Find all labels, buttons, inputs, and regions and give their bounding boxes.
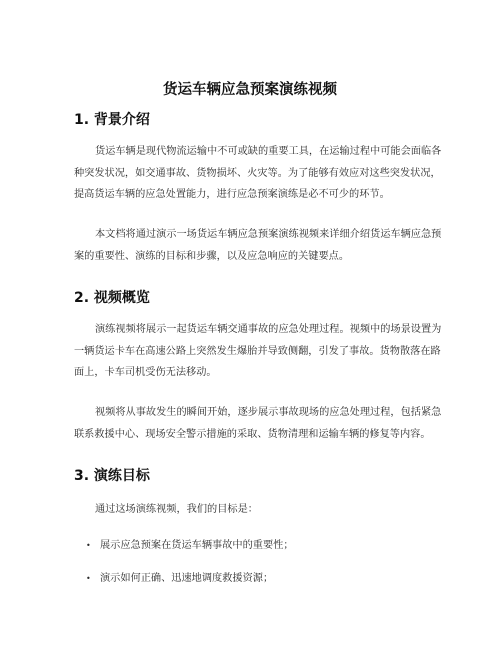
section-heading-objectives: 3. 演练目标 [74, 468, 150, 484]
text-line: 种突发状况，如交通事故、货物损坏、火灾等。为了能够有效应对这些突发状况， [74, 167, 441, 179]
section-heading-overview: 2. 视频概览 [74, 290, 150, 306]
text-line: 一辆货运卡车在高速公路上突然发生爆胎并导致侧翻，引发了事故。货物散落在路 [74, 345, 441, 357]
text-line: 货运车辆是现代物流运输中不可或缺的重要工具，在运输过程中可能会面临各 [95, 146, 442, 157]
bullet-item [86, 571, 273, 587]
paragraph-background-1 [74, 141, 442, 206]
paragraph-overview-main [74, 319, 442, 384]
text-line: 案的重要性、演练的目标和步骤，以及应急响应的关键要点。 [74, 250, 350, 262]
paragraph-objectives-intro [74, 499, 434, 521]
bullet-dot-icon: • [86, 541, 91, 550]
bullet-item [86, 538, 294, 554]
text-line: 联系救援中心、现场安全警示措施的采取、货物清理和运输车辆的修复等内容。 [74, 428, 431, 440]
paragraph-background-2 [74, 224, 442, 267]
text-line: 提高货运车辆的应急处置能力，进行应急预案演练是必不可少的环节。 [74, 189, 390, 200]
text-line: 演练视频将展示一起货运车辆交通事故的应急处理过程。视频中的场景设置为 [95, 324, 442, 335]
text-line: 本文档将通过演示一场货运车辆应急预案演练视频来详细介绍货运车辆应急预 [95, 229, 442, 240]
text-line: 通过这场演练视频，我们的目标是： [95, 504, 258, 515]
bullet-dot-icon: • [86, 574, 91, 583]
paragraph-overview-2 [74, 402, 442, 445]
bullet-text: 展示应急预案在货运车辆事故中的重要性； [100, 540, 294, 551]
document-title: 货运车辆应急预案演练视频 [163, 82, 337, 98]
bullet-text: 演示如何正确、迅速地调度救援资源； [100, 573, 274, 584]
section-heading-background: 1. 背景介绍 [74, 112, 150, 128]
text-line: 面上，卡车司机受伤无法移动。 [74, 367, 217, 378]
text-line: 视频将从事故发生的瞬间开始，逐步展示事故现场的应急处理过程，包括紧急 [95, 407, 442, 418]
